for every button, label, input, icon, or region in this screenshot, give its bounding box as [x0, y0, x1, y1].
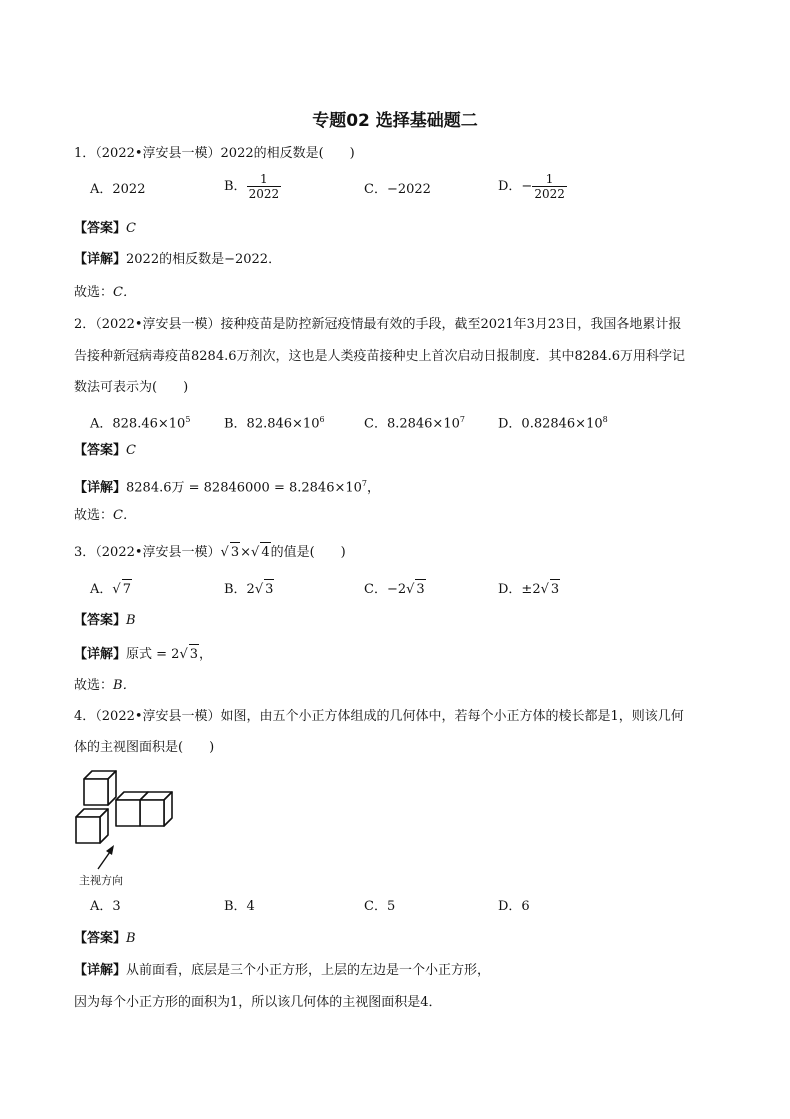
q1-detail — [74, 250, 281, 270]
q2-detail-exponent: 7 — [361, 479, 368, 488]
detail-label: 【详解】 — [74, 963, 127, 978]
q1-option-d-fraction — [532, 172, 567, 201]
q4-option-a: A．3 — [90, 899, 121, 914]
q2-stem-line1: 2．（2022•淳安县一模）接种疫苗是防控新冠疫情最有效的手段，截至2021年3月23日，我国各地累计报 — [74, 317, 682, 332]
q4-detail-text-1: 从前面看，底层是三个小正方形，上层的左边是一个小正方形， — [126, 963, 491, 978]
q3-radicand-1: 3 — [230, 542, 240, 563]
view-direction-label: 主视方向 — [79, 874, 123, 887]
q2-c-exponent: 7 — [459, 415, 465, 424]
q3-a-sqrt: √ 7 — [112, 579, 132, 600]
q1-option-a: A．2022 — [90, 182, 146, 197]
q2-d-base: D．0.82846×10 — [498, 416, 603, 432]
q2-answer-value: C — [126, 443, 136, 458]
q3-c-sqrt: √ 3 — [406, 579, 426, 600]
q3-radicand-2: 4 — [260, 542, 270, 563]
q2-option-b — [224, 410, 325, 434]
cube-back-middle-front — [116, 800, 140, 826]
q3-d-sqrt: √ 3 — [541, 579, 561, 600]
q3-b-sqrt: √ 3 — [255, 579, 275, 600]
cube-back-right-front — [140, 800, 164, 826]
q3-sqrt-1: √ 3 — [221, 542, 241, 563]
cube-top-front — [84, 779, 108, 805]
q2-detail-text: 8284.6万 = 82846000 = 8.2846×10 — [126, 480, 362, 496]
q3-detail-end: ， — [199, 647, 213, 662]
q3-d-radicand: 3 — [550, 579, 560, 600]
q4-detail-line2: 因为每个小正方形的面积为1，所以该几何体的主视图面积是4． — [74, 995, 442, 1010]
q1-b-denominator: 2022 — [248, 187, 280, 201]
q1-answer — [74, 219, 136, 239]
q3-option-b — [224, 579, 274, 600]
choose-label: 故选： — [74, 508, 114, 523]
q3-stem-prefix: 3．（2022•淳安县一模） — [74, 545, 221, 560]
q3-option-a — [90, 579, 132, 600]
cube-front-left-front — [76, 817, 100, 843]
q2-stem-line2: 告接种新冠病毒疫苗8284.6万剂次，这也是人类疫苗接种史上首次启动日报制度．其中8284.6万用科学记 — [74, 349, 685, 364]
q4-answer-value: B — [126, 931, 136, 946]
q2-answer — [74, 441, 136, 461]
q1-detail-text: 2022的相反数是−2022． — [126, 252, 282, 267]
q1-choose — [74, 283, 136, 303]
q1-option-b — [224, 172, 281, 201]
q4-answer — [74, 929, 136, 949]
q1-option-c: C．−2022 — [364, 182, 431, 197]
q2-detail-end: ， — [367, 480, 381, 496]
q2-option-a — [90, 410, 190, 434]
q3-detail-sqrt: √ 3 — [179, 644, 199, 665]
answer-label: 【答案】 — [74, 931, 127, 946]
cube-figure — [70, 765, 180, 875]
q2-b-base: B．82.846×10 — [224, 416, 320, 432]
q3-stem — [74, 542, 346, 563]
q2-c-base: C．8.2846×10 — [364, 416, 460, 432]
q3-choose — [74, 676, 136, 696]
detail-label: 【详解】 — [74, 480, 127, 496]
q3-option-c — [364, 579, 426, 600]
detail-label: 【详解】 — [74, 252, 127, 267]
q3-c-prefix: C．−2 — [364, 582, 407, 597]
q1-b-numerator: 1 — [247, 172, 282, 187]
q3-choose-value: B． — [113, 678, 136, 693]
view-direction-arrow-head — [106, 845, 114, 855]
q3-stem-suffix: 的值是( ) — [270, 545, 346, 560]
q3-b-prefix: B．2 — [224, 582, 255, 597]
q2-a-base: A．828.46×10 — [90, 416, 186, 432]
q3-b-radicand: 3 — [264, 579, 274, 600]
choose-label: 故选： — [74, 678, 114, 693]
q3-option-d — [498, 579, 560, 600]
q1-answer-value: C — [126, 221, 136, 236]
q3-times: × — [240, 545, 252, 560]
q3-answer — [74, 611, 136, 631]
q4-option-c: C．5 — [364, 899, 396, 914]
answer-label: 【答案】 — [74, 221, 127, 236]
q3-detail-text: 原式 = 2 — [126, 647, 180, 662]
q1-d-denominator: 2022 — [534, 187, 565, 201]
q3-answer-value: B — [126, 613, 136, 628]
q1-option-b-label: B． — [224, 179, 247, 194]
q2-choose-value: C． — [113, 508, 136, 523]
q3-detail — [74, 644, 212, 665]
page-title: 专题02 选择基础题二 — [312, 111, 478, 131]
q3-sqrt-2: √ 4 — [251, 542, 271, 563]
q1-choose-value: C． — [113, 285, 136, 300]
q2-a-exponent: 5 — [185, 415, 191, 424]
q2-b-exponent: 6 — [319, 415, 325, 424]
q3-a-radicand: 7 — [122, 579, 132, 600]
q1-d-numerator: 1 — [532, 172, 567, 187]
q3-c-radicand: 3 — [415, 579, 425, 600]
answer-label: 【答案】 — [74, 613, 127, 628]
q2-detail — [74, 474, 380, 498]
q3-detail-radicand: 3 — [189, 644, 199, 665]
q4-option-b: B．4 — [224, 899, 255, 914]
q4-stem-line2: 体的主视图面积是( ) — [74, 740, 215, 755]
q1-option-d — [498, 172, 567, 201]
q1-stem: 1．（2022•淳安县一模）2022的相反数是( ) — [74, 146, 355, 161]
q4-stem-line1: 4．（2022•淳安县一模）如图，由五个小正方体组成的几何体中，若每个小正方体的棱长都是1，则该几何 — [74, 709, 684, 724]
q2-stem-line3: 数法可表示为( ) — [74, 380, 189, 395]
q2-option-d — [498, 410, 608, 434]
q4-option-d: D．6 — [498, 899, 530, 914]
choose-label: 故选： — [74, 285, 114, 300]
q4-detail-line1 — [74, 961, 490, 981]
q2-option-c — [364, 410, 465, 434]
detail-label: 【详解】 — [74, 647, 127, 662]
q1-option-b-fraction — [247, 172, 282, 201]
q1-option-d-label: D．− — [498, 179, 533, 194]
q2-d-exponent: 8 — [602, 415, 608, 424]
q3-a-prefix: A． — [90, 582, 113, 597]
answer-label: 【答案】 — [74, 443, 127, 458]
q3-d-prefix: D．±2 — [498, 582, 541, 597]
q2-choose — [74, 506, 136, 526]
